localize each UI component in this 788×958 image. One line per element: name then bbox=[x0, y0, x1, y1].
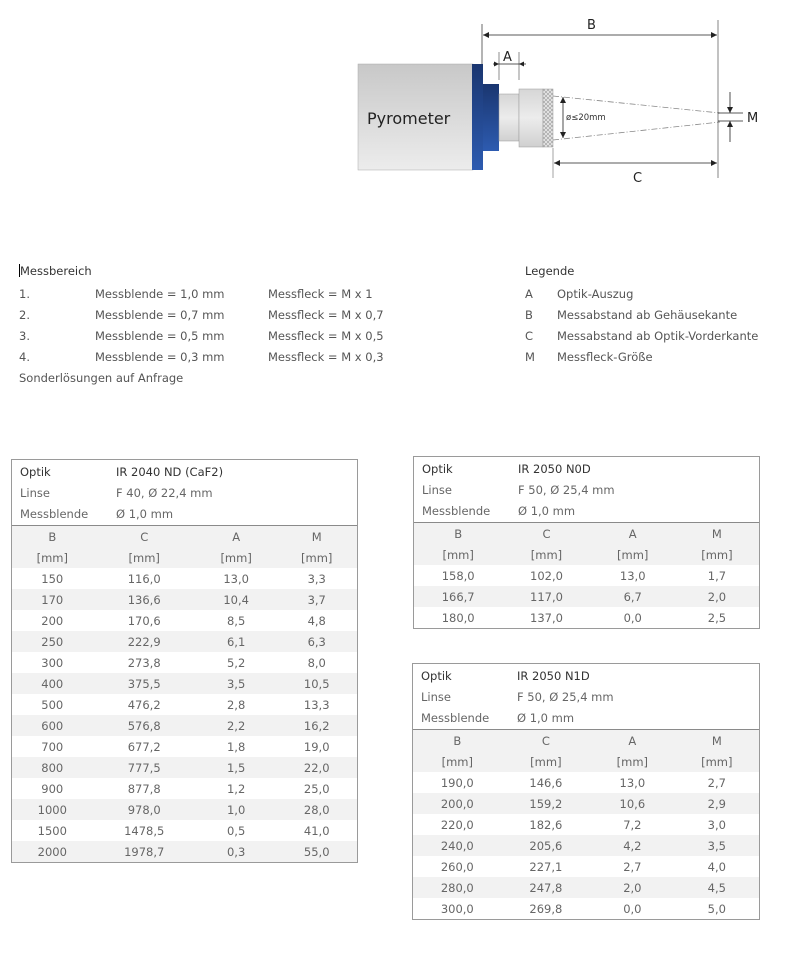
table-cell: 300,0 bbox=[413, 898, 502, 919]
table-cell: 4,8 bbox=[276, 610, 357, 631]
table-cell: 2,5 bbox=[675, 607, 759, 628]
meta-row bbox=[12, 504, 357, 525]
table-cell: 180,0 bbox=[414, 607, 502, 628]
table-cell: 3,0 bbox=[675, 814, 759, 835]
table-row bbox=[414, 607, 759, 628]
optik-table-ir2050n1d bbox=[412, 663, 760, 920]
table-cell: 25,0 bbox=[276, 778, 357, 799]
meta-row bbox=[414, 501, 759, 522]
column-unit: [mm] bbox=[276, 547, 357, 568]
table-row bbox=[12, 568, 357, 589]
legend-value: Messabstand ab Optik-Vorderkante bbox=[557, 329, 759, 343]
knurled-ring bbox=[543, 89, 553, 147]
table-cell: 170,6 bbox=[93, 610, 196, 631]
table-cell: 3,3 bbox=[276, 568, 357, 589]
table-row bbox=[12, 610, 357, 631]
table-cell: 13,0 bbox=[196, 568, 277, 589]
column-header: M bbox=[276, 526, 357, 547]
table-cell: 1,7 bbox=[675, 565, 759, 586]
optik-meta bbox=[413, 664, 759, 730]
table-row bbox=[12, 673, 357, 694]
table-cell: 16,2 bbox=[276, 715, 357, 736]
column-header: A bbox=[196, 526, 277, 547]
column-unit: [mm] bbox=[196, 547, 277, 568]
column-header: A bbox=[591, 523, 675, 544]
table-cell: 220,0 bbox=[413, 814, 502, 835]
meta-row bbox=[413, 687, 759, 708]
meta-key: Linse bbox=[421, 690, 451, 704]
table-row bbox=[413, 877, 759, 898]
meta-value: Ø 1,0 mm bbox=[517, 711, 575, 725]
column-unit: [mm] bbox=[414, 544, 502, 565]
table-cell: 166,7 bbox=[414, 586, 502, 607]
table-cell: 8,5 bbox=[196, 610, 277, 631]
table-cell: 117,0 bbox=[502, 586, 590, 607]
meta-value: Ø 1,0 mm bbox=[116, 507, 174, 521]
data-table bbox=[12, 526, 357, 862]
pyrometer-diagram bbox=[350, 0, 788, 200]
messbereich-row bbox=[19, 305, 384, 326]
table-row bbox=[12, 589, 357, 610]
unit-row bbox=[413, 751, 759, 772]
legend-item bbox=[525, 284, 775, 305]
table-row bbox=[413, 856, 759, 877]
table-cell: 227,1 bbox=[502, 856, 591, 877]
legend-key: A bbox=[525, 287, 533, 301]
table-cell: 978,0 bbox=[93, 799, 196, 820]
header-row bbox=[12, 526, 357, 547]
table-cell: 28,0 bbox=[276, 799, 357, 820]
table-cell: 4,0 bbox=[675, 856, 759, 877]
table-row bbox=[12, 736, 357, 757]
table-cell: 260,0 bbox=[413, 856, 502, 877]
optik-table-ir2050n0d bbox=[413, 456, 760, 629]
table-row bbox=[12, 799, 357, 820]
table-row bbox=[12, 841, 357, 862]
messbereich-row bbox=[19, 347, 384, 368]
table-cell: 4,2 bbox=[590, 835, 674, 856]
optik-meta bbox=[12, 460, 357, 526]
table-cell: 1,0 bbox=[196, 799, 277, 820]
table-cell: 6,3 bbox=[276, 631, 357, 652]
legende-section bbox=[525, 263, 775, 368]
meta-value: IR 2050 N1D bbox=[517, 669, 590, 683]
table-cell: 10,4 bbox=[196, 589, 277, 610]
table-cell: 10,6 bbox=[590, 793, 674, 814]
unit-row bbox=[12, 547, 357, 568]
table-cell: 205,6 bbox=[502, 835, 591, 856]
dimension-m-label: M bbox=[747, 111, 759, 126]
messblende-value: Messblende = 0,5 mm bbox=[95, 329, 225, 343]
table-row bbox=[12, 820, 357, 841]
messblende-value: Messblende = 0,7 mm bbox=[95, 308, 225, 322]
table-row bbox=[12, 757, 357, 778]
column-unit: [mm] bbox=[675, 751, 759, 772]
column-unit: [mm] bbox=[502, 751, 591, 772]
meta-row bbox=[12, 462, 357, 483]
table-cell: 2,2 bbox=[196, 715, 277, 736]
table-cell: 247,8 bbox=[502, 877, 591, 898]
table-cell: 8,0 bbox=[276, 652, 357, 673]
table-cell: 0,0 bbox=[591, 607, 675, 628]
beam-upper bbox=[553, 96, 720, 113]
table-cell: 677,2 bbox=[93, 736, 196, 757]
header-row bbox=[413, 730, 759, 751]
column-unit: [mm] bbox=[590, 751, 674, 772]
messbereich-row bbox=[19, 326, 384, 347]
meta-value: IR 2050 N0D bbox=[518, 462, 591, 476]
meta-key: Linse bbox=[422, 483, 452, 497]
table-cell: 19,0 bbox=[276, 736, 357, 757]
lens-holder bbox=[519, 89, 543, 147]
table-cell: 150 bbox=[12, 568, 93, 589]
meta-value: IR 2040 ND (CaF2) bbox=[116, 465, 224, 479]
optik-table-ir2040nd bbox=[11, 459, 358, 863]
messfleck-value: Messfleck = M x 0,7 bbox=[268, 308, 384, 322]
table-cell: 6,1 bbox=[196, 631, 277, 652]
table-row bbox=[414, 565, 759, 586]
column-unit: [mm] bbox=[591, 544, 675, 565]
table-row bbox=[12, 694, 357, 715]
table-cell: 476,2 bbox=[93, 694, 196, 715]
table-row bbox=[413, 772, 759, 793]
meta-key: Messblende bbox=[20, 507, 89, 521]
table-cell: 2,7 bbox=[590, 856, 674, 877]
pyrometer-diagram-svg bbox=[350, 0, 788, 200]
column-header: C bbox=[502, 523, 590, 544]
table-cell: 3,5 bbox=[196, 673, 277, 694]
table-cell: 41,0 bbox=[276, 820, 357, 841]
dimension-a-label: A bbox=[503, 50, 512, 65]
meta-row bbox=[413, 666, 759, 687]
table-cell: 22,0 bbox=[276, 757, 357, 778]
table-cell: 2,7 bbox=[675, 772, 759, 793]
table-cell: 200,0 bbox=[413, 793, 502, 814]
meta-key: Optik bbox=[20, 465, 51, 479]
legende-title: Legende bbox=[525, 264, 575, 278]
table-cell: 250 bbox=[12, 631, 93, 652]
row-number: 1. bbox=[19, 287, 30, 301]
table-row bbox=[12, 631, 357, 652]
column-unit: [mm] bbox=[502, 544, 590, 565]
meta-key: Optik bbox=[421, 669, 452, 683]
table-cell: 2,9 bbox=[675, 793, 759, 814]
meta-row bbox=[413, 708, 759, 729]
legend-item bbox=[525, 305, 775, 326]
header-row bbox=[414, 523, 759, 544]
meta-value: F 50, Ø 25,4 mm bbox=[518, 483, 615, 497]
table-cell: 500 bbox=[12, 694, 93, 715]
table-cell: 55,0 bbox=[276, 841, 357, 862]
table-cell: 13,0 bbox=[591, 565, 675, 586]
messbereich-footer: Sonderlösungen auf Anfrage bbox=[19, 371, 184, 385]
table-cell: 0,0 bbox=[590, 898, 674, 919]
unit-row bbox=[414, 544, 759, 565]
table-cell: 2,0 bbox=[590, 877, 674, 898]
table-cell: 102,0 bbox=[502, 565, 590, 586]
column-unit: [mm] bbox=[93, 547, 196, 568]
beam-lower bbox=[553, 122, 720, 140]
table-cell: 13,3 bbox=[276, 694, 357, 715]
meta-value: F 40, Ø 22,4 mm bbox=[116, 486, 213, 500]
column-unit: [mm] bbox=[675, 544, 759, 565]
table-row bbox=[414, 586, 759, 607]
column-header: B bbox=[413, 730, 502, 751]
table-cell: 375,5 bbox=[93, 673, 196, 694]
messbereich-row bbox=[19, 284, 379, 305]
flange bbox=[472, 64, 483, 170]
table-cell: 1978,7 bbox=[93, 841, 196, 862]
legend-value: Messfleck-Größe bbox=[557, 350, 653, 364]
legend-key: M bbox=[525, 350, 535, 364]
table-cell: 900 bbox=[12, 778, 93, 799]
table-cell: 269,8 bbox=[502, 898, 591, 919]
table-row bbox=[413, 793, 759, 814]
table-cell: 4,5 bbox=[675, 877, 759, 898]
table-cell: 190,0 bbox=[413, 772, 502, 793]
column-header: C bbox=[93, 526, 196, 547]
legend-item bbox=[525, 347, 775, 368]
table-cell: 200 bbox=[12, 610, 93, 631]
table-cell: 877,8 bbox=[93, 778, 196, 799]
optic-tube bbox=[499, 94, 519, 141]
table-cell: 2000 bbox=[12, 841, 93, 862]
table-row bbox=[413, 898, 759, 919]
table-cell: 3,5 bbox=[675, 835, 759, 856]
table-cell: 5,0 bbox=[675, 898, 759, 919]
meta-row bbox=[12, 483, 357, 504]
table-cell: 5,2 bbox=[196, 652, 277, 673]
table-cell: 2,0 bbox=[675, 586, 759, 607]
table-cell: 3,7 bbox=[276, 589, 357, 610]
table-cell: 13,0 bbox=[590, 772, 674, 793]
row-number: 2. bbox=[19, 308, 30, 322]
table-cell: 137,0 bbox=[502, 607, 590, 628]
legend-value: Messabstand ab Gehäusekante bbox=[557, 308, 738, 322]
column-header: M bbox=[675, 523, 759, 544]
table-cell: 222,9 bbox=[93, 631, 196, 652]
data-table bbox=[413, 730, 759, 919]
table-cell: 576,8 bbox=[93, 715, 196, 736]
table-cell: 600 bbox=[12, 715, 93, 736]
column-header: C bbox=[502, 730, 591, 751]
column-unit: [mm] bbox=[413, 751, 502, 772]
optik-meta bbox=[414, 457, 759, 523]
table-cell: 6,7 bbox=[591, 586, 675, 607]
flange-step bbox=[483, 84, 499, 151]
meta-key: Messblende bbox=[422, 504, 491, 518]
dimension-c-label: C bbox=[633, 171, 643, 186]
row-number: 4. bbox=[19, 350, 30, 364]
column-header: A bbox=[590, 730, 674, 751]
data-table bbox=[414, 523, 759, 628]
table-cell: 1478,5 bbox=[93, 820, 196, 841]
meta-key: Messblende bbox=[421, 711, 490, 725]
table-cell: 2,8 bbox=[196, 694, 277, 715]
row-number: 3. bbox=[19, 329, 30, 343]
table-cell: 240,0 bbox=[413, 835, 502, 856]
messbereich-section bbox=[19, 263, 384, 389]
messblende-value: Messblende = 0,3 mm bbox=[95, 350, 225, 364]
table-row bbox=[12, 715, 357, 736]
table-cell: 1000 bbox=[12, 799, 93, 820]
column-header: M bbox=[675, 730, 759, 751]
messbereich-title: Messbereich bbox=[20, 264, 92, 278]
column-unit: [mm] bbox=[12, 547, 93, 568]
table-cell: 0,5 bbox=[196, 820, 277, 841]
table-cell: 300 bbox=[12, 652, 93, 673]
table-row bbox=[12, 778, 357, 799]
legend-key: C bbox=[525, 329, 534, 343]
table-cell: 10,5 bbox=[276, 673, 357, 694]
messfleck-value: Messfleck = M x 0,5 bbox=[268, 329, 384, 343]
messfleck-value: Messfleck = M x 0,3 bbox=[268, 350, 384, 364]
table-cell: 273,8 bbox=[93, 652, 196, 673]
table-cell: 1,2 bbox=[196, 778, 277, 799]
table-cell: 0,3 bbox=[196, 841, 277, 862]
messfleck-value: Messfleck = M x 1 bbox=[268, 287, 373, 301]
meta-row bbox=[414, 480, 759, 501]
table-cell: 1500 bbox=[12, 820, 93, 841]
table-cell: 7,2 bbox=[590, 814, 674, 835]
pyrometer-label: Pyrometer bbox=[367, 109, 451, 128]
table-cell: 146,6 bbox=[502, 772, 591, 793]
table-row bbox=[12, 652, 357, 673]
table-row bbox=[413, 835, 759, 856]
table-cell: 136,6 bbox=[93, 589, 196, 610]
table-cell: 159,2 bbox=[502, 793, 591, 814]
table-row bbox=[413, 814, 759, 835]
messblende-value: Messblende = 1,0 mm bbox=[95, 287, 225, 301]
table-cell: 1,8 bbox=[196, 736, 277, 757]
column-header: B bbox=[12, 526, 93, 547]
meta-row bbox=[414, 459, 759, 480]
table-cell: 400 bbox=[12, 673, 93, 694]
table-cell: 777,5 bbox=[93, 757, 196, 778]
table-cell: 170 bbox=[12, 589, 93, 610]
meta-value: Ø 1,0 mm bbox=[518, 504, 576, 518]
dimension-b-label: B bbox=[587, 18, 596, 33]
legend-item bbox=[525, 326, 775, 347]
table-cell: 116,0 bbox=[93, 568, 196, 589]
meta-key: Optik bbox=[422, 462, 453, 476]
table-cell: 182,6 bbox=[502, 814, 591, 835]
table-cell: 1,5 bbox=[196, 757, 277, 778]
meta-key: Linse bbox=[20, 486, 50, 500]
meta-value: F 50, Ø 25,4 mm bbox=[517, 690, 614, 704]
legend-key: B bbox=[525, 308, 533, 322]
table-cell: 158,0 bbox=[414, 565, 502, 586]
legend-value: Optik-Auszug bbox=[557, 287, 634, 301]
table-cell: 700 bbox=[12, 736, 93, 757]
aperture-label: ø≤20mm bbox=[566, 113, 606, 123]
column-header: B bbox=[414, 523, 502, 544]
table-cell: 800 bbox=[12, 757, 93, 778]
table-cell: 280,0 bbox=[413, 877, 502, 898]
